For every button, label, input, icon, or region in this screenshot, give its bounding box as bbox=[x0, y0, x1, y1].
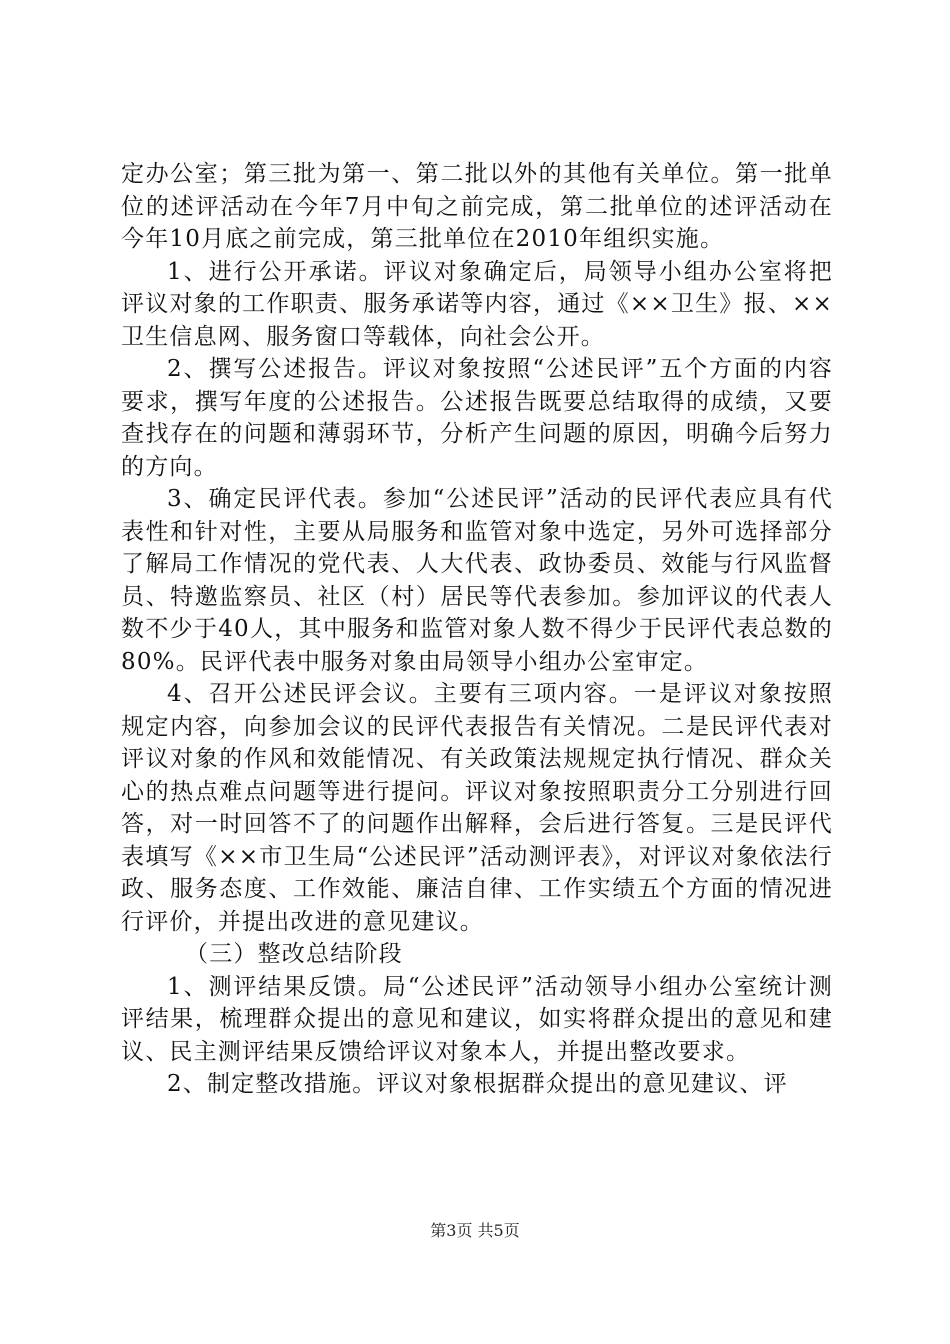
section-heading-rectification: （三）整改总结阶段 bbox=[185, 941, 403, 967]
paragraph-public-commitment: 1、进行公开承诺。评议对象确定后，局领导小组办公室将把评议对象的工作职责、服务承诺等内容，通过《××卫生》报、××卫生信息网、服务窗口等载体，向社会公开。 bbox=[121, 258, 833, 350]
paragraph-result-feedback: 1、测评结果反馈。局“公述民评”活动领导小组办公室统计测评结果，梳理群众提出的意见和建议，如实将群众提出的意见和建议、民主测评结果反馈给评议对象本人，并提出整改要求。 bbox=[121, 973, 833, 1065]
paragraph-rectification-measures: 2、制定整改措施。评议对象根据群众提出的意见建议、评 bbox=[167, 1071, 788, 1097]
paragraph-hold-meeting: 4、召开公述民评会议。主要有三项内容。一是评议对象按照规定内容，向参加会议的民评代表报告有关情况。二是民评代表对评议对象的作风和效能情况、有关政策法规规定执行情况、群众关心的热点难点问题等进行提问。评议对象按照职责分工分别进行回答，对一时回答不了的问题作出解释，会后进行答复。三是民评代表填写《××市卫生局“公述民评”活动测评表》，对评议对象依法行政、服务态度、工作效能、廉洁自律、工作实绩五个方面的情况进行评价，并提出改进的意见建议。 bbox=[121, 681, 833, 935]
paragraph-write-report: 2、撰写公述报告。评议对象按照“公述民评”五个方面的内容要求，撰写年度的公述报告。公述报告既要总结取得的成绩，又要查找存在的问题和薄弱环节，分析产生问题的原因，明确今后努力的方向。 bbox=[121, 356, 833, 480]
paragraph-select-representatives: 3、确定民评代表。参加“公述民评”活动的民评代表应具有代表性和针对性，主要从局服务和监管对象中选定，另外可选择部分了解局工作情况的党代表、人大代表、政协委员、效能与行风监督员、特邀监察员、社区（村）居民等代表参加。参加评议的代表人数不少于40人，其中服务和监管对象人数不得少于民评代表总数的80%。民评代表中服务对象由局领导小组办公室审定。 bbox=[121, 486, 833, 675]
document-body bbox=[121, 158, 833, 1101]
paragraph-continuation: 定办公室；第三批为第一、第二批以外的其他有关单位。第一批单位的述评活动在今年7月中旬之前完成，第二批单位的述评活动在今年10月底之前完成，第三批单位在2010年组织实施。 bbox=[121, 161, 833, 252]
page-footer: 第3页 共5页 bbox=[430, 1221, 520, 1240]
